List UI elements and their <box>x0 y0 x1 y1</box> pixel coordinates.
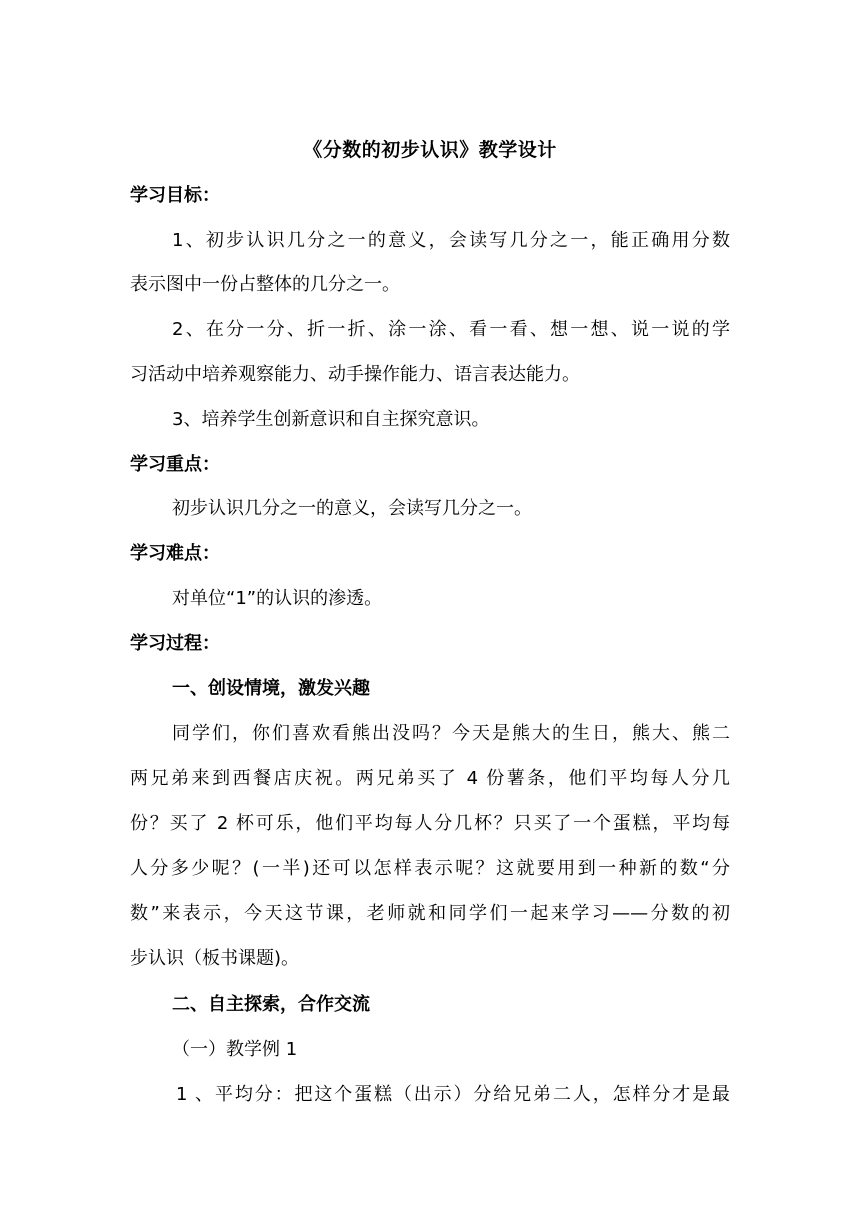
paragraph-line: 表示图中一份占整体的几分之一。 <box>130 274 400 295</box>
paragraph-line: 1、初步认识几分之一的意义，会读写几分之一，能正确用分数 <box>172 230 730 251</box>
subsection-heading-1: 一、创设情境，激发兴趣 <box>172 678 370 699</box>
subsection-heading-2: 二、自主探索，合作交流 <box>172 994 370 1015</box>
paragraph-line: 份？买了 2 杯可乐，他们平均每人分几杯？只买了一个蛋糕，平均每 <box>130 813 730 834</box>
section-heading-process: 学习过程： <box>130 633 220 654</box>
paragraph-line: 习活动中培养观察能力、动手操作能力、语言表达能力。 <box>130 364 580 385</box>
paragraph-line: 初步认识几分之一的意义，会读写几分之一。 <box>172 498 532 519</box>
section-heading-difficulties: 学习难点： <box>130 543 220 564</box>
paragraph-line: 数”来表示，今天这节课，老师就和同学们一起来学习——分数的初 <box>130 903 730 924</box>
paragraph-line: （一）教学例 1 <box>172 1039 298 1060</box>
document-title: 《分数的初步认识》教学设计 <box>303 139 557 161</box>
paragraph-line: 3、培养学生创新意识和自主探究意识。 <box>172 409 490 430</box>
section-heading-key-points: 学习重点： <box>130 454 220 475</box>
paragraph-line: 两兄弟来到西餐店庆祝。两兄弟买了 4 份薯条，他们平均每人分几 <box>130 768 730 789</box>
paragraph-line: 对单位“1”的认识的渗透。 <box>172 588 383 609</box>
section-heading-objectives: 学习目标： <box>130 185 220 206</box>
paragraph-line: 1 、平均分：把这个蛋糕（出示）分给兄弟二人，怎样分才是最 <box>176 1084 730 1105</box>
paragraph-line: 2、在分一分、折一折、涂一涂、看一看、想一想、说一说的学 <box>172 319 730 340</box>
paragraph-line: 人分多少呢？(一半)还可以怎样表示呢？这就要用到一种新的数“分 <box>130 858 730 879</box>
paragraph-line: 步认识（板书课题)。 <box>130 948 300 969</box>
paragraph-line: 同学们，你们喜欢看熊出没吗？今天是熊大的生日，熊大、熊二 <box>172 723 730 744</box>
